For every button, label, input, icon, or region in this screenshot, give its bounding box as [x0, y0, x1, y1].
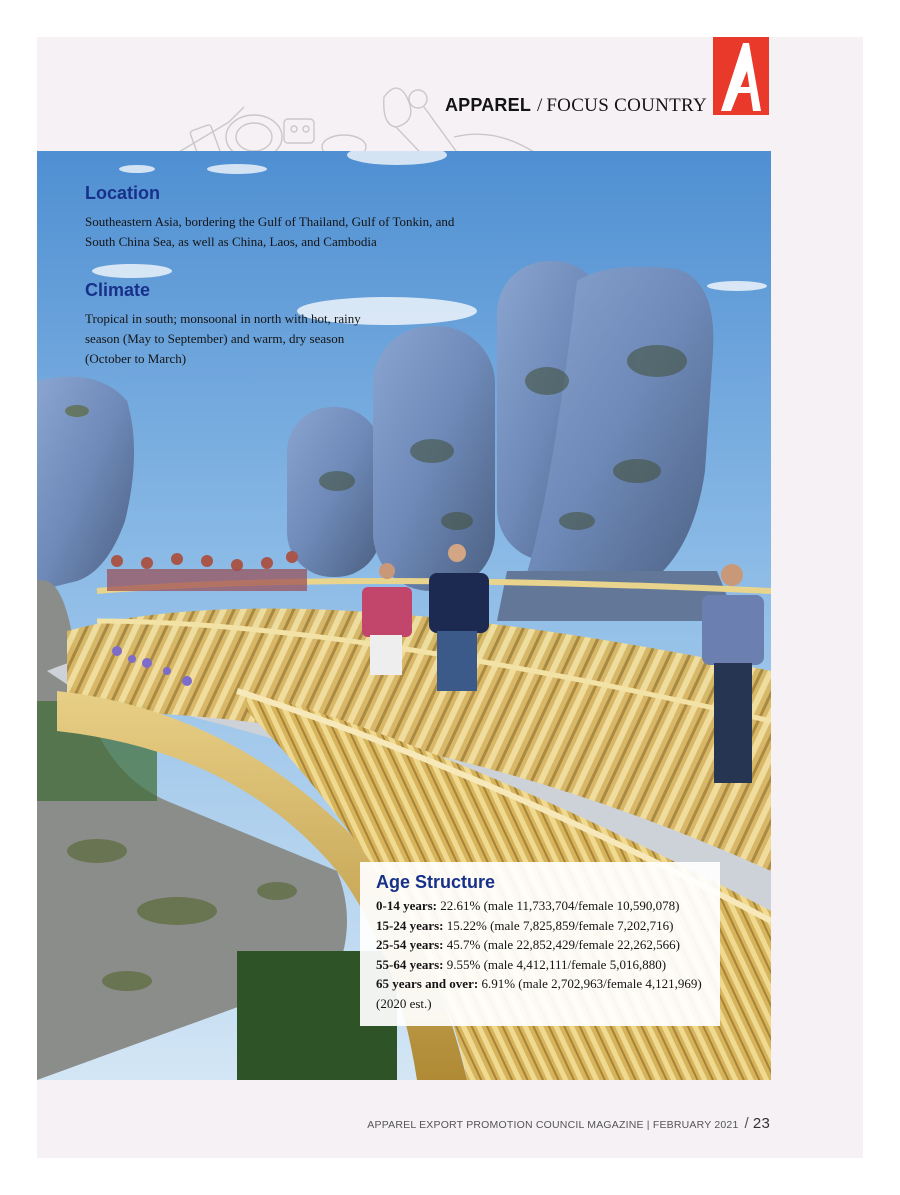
age-row-label: 0-14 years: [376, 898, 438, 913]
page-footer [367, 1115, 770, 1132]
age-row-label: 15-24 years: [376, 917, 444, 933]
age-structure-title: Age Structure [376, 872, 496, 892]
age-row-value: 6.91% (male 2,702,963/female 4,121,969) (2020 est.) [376, 976, 702, 1011]
age-row [376, 916, 706, 936]
page-number: 23 [752, 1115, 770, 1132]
apparel-logo [713, 37, 769, 115]
age-structure-box [360, 862, 720, 1026]
section-title-strong: APPAREL [444, 95, 532, 115]
age-row [376, 935, 706, 955]
age-row-label: 55-64 years: [376, 956, 444, 972]
age-row-label: 25-54 years: [376, 937, 444, 952]
age-row-value: 9.55% (male 4,412,111/female 5,016,880) [443, 956, 667, 972]
climate-text: Tropical in south; monsoonal in north with hot, rainy season (May to September) and warm, dry season (October to March) [85, 311, 361, 366]
age-row [376, 974, 706, 1013]
section-title-sub: FOCUS COUNTRY [546, 95, 707, 116]
age-row [376, 896, 706, 916]
section-title-separator: / [537, 95, 543, 116]
age-row [376, 955, 706, 975]
climate-block [85, 280, 375, 369]
location-title: Location [85, 183, 160, 203]
age-row-value: 22.61% (male 11,733,704/female 10,590,078) [437, 898, 680, 913]
age-row-value: 15.22% (male 7,825,859/female 7,202,716) [443, 917, 674, 933]
location-text: Southeastern Asia, bordering the Gulf of Thailand, Gulf of Tonkin, and South China Sea, as well as China, Laos, and Cambodia [85, 214, 455, 249]
footer-separator: / [744, 1115, 749, 1132]
magazine-page [37, 37, 863, 1158]
location-block [85, 183, 485, 252]
age-row-value: 45.7% (male 22,852,429/female 22,262,566) [443, 937, 680, 952]
age-row-label: 65 years and over: [376, 976, 479, 991]
footer-publication: APPAREL EXPORT PROMOTION COUNCIL MAGAZINE | FEBRUARY 2021 [367, 1119, 739, 1131]
climate-title: Climate [85, 280, 151, 300]
section-title [445, 95, 707, 117]
